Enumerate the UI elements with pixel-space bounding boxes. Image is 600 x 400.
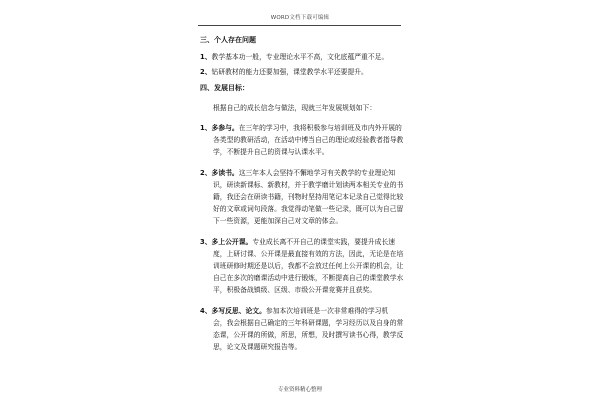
item-number: 1、 <box>200 53 212 61</box>
item-number: 2、 <box>200 169 212 177</box>
header-divider <box>198 25 401 26</box>
goal-item-1-line: 各类型的教研活动，在活动中博当自己的理论或经验教者指导教 <box>213 136 404 144</box>
goal-item-2-line: 籍，我还会在研读书籍，刊物时坚持用笔记本记录自己觉得比较 <box>213 193 404 201</box>
item-text: 专业成长离不开自己的课堂实践，要提升成长速 <box>252 238 396 246</box>
item-number: 2、 <box>200 68 212 76</box>
goal-item-4 <box>200 306 388 316</box>
section-4-title: 四、发展目标： <box>200 84 249 92</box>
item-label: 多读书。 <box>211 169 239 177</box>
section-3-item-1 <box>200 52 388 62</box>
item-text: 这三年本人会坚持不懈地学习有关教学的专业理论知 <box>238 169 396 177</box>
goal-item-4-line: 会，我会根据自己确定的三年科研课题，学习经历以及自身的常 <box>213 319 404 327</box>
item-text: 参加本次培训班是一次非常难得的学习机 <box>265 307 389 315</box>
goal-item-1 <box>200 123 402 133</box>
item-label: 多参与。 <box>211 124 239 132</box>
goal-item-2-line: 好的文章或词句段落。我觉得动笔做一些记录，既可以为自己留 <box>213 205 404 213</box>
goal-item-4-line: 态课，公开课的所做，所思，所想，及时撰写读书心得，教学反 <box>213 331 404 339</box>
item-text: 钻研教材的能力还要加强，课堂教学水平还要提升。 <box>211 68 368 76</box>
goal-item-3-line: 平，积极备战镇级、区级、市级公开课竞赛并且获奖。 <box>213 286 377 294</box>
goal-item-3 <box>200 237 395 247</box>
item-number: 4、 <box>200 307 212 315</box>
goal-item-3-line: 度，上研讨课、公开课是最直接有效的方法，因此，无论是在培 <box>213 250 404 258</box>
item-number: 3、 <box>200 238 212 246</box>
goal-item-3-line: 自己在多次的磨课活动中进行锻炼，不断提高自己的课堂教学水 <box>213 274 404 282</box>
goal-item-1-line: 学，不断提升自己的资课与认课水平。 <box>213 148 329 156</box>
page-footer: 专业资料精心整理 <box>277 387 322 393</box>
item-text: 在三年的学习中，我将积极参与培训班及市内外开展的 <box>238 124 402 132</box>
section-4-intro: 根据自己的成长信念与做法，现就三年发展规划如下： <box>213 104 377 112</box>
item-label: 多上公开课。 <box>211 238 253 246</box>
goal-item-2 <box>200 168 395 178</box>
item-number: 1、 <box>200 124 212 132</box>
page-header: WORD文档下载可编辑 <box>270 15 330 21</box>
goal-item-3-line: 训班研修时期还是以后，我都不会放过任何上公开课的机会，让 <box>213 262 404 270</box>
goal-item-4-line: 思，论文及课题研究报告等。 <box>213 343 302 351</box>
goal-item-2-line: 下一些资源，更能加深自己对文章的体会。 <box>213 217 343 225</box>
item-text: 教学基本功一般，专业理论水平不高，文化底蕴严重不足。 <box>211 53 389 61</box>
item-label: 多写反思、论文。 <box>211 307 266 315</box>
goal-item-2-line: 识，研读新课标、新教材，并于教学磨计划读两本相关专业的书 <box>213 181 404 189</box>
section-3-title: 三、个人存在问题 <box>200 36 256 44</box>
section-3-item-2 <box>200 67 368 77</box>
